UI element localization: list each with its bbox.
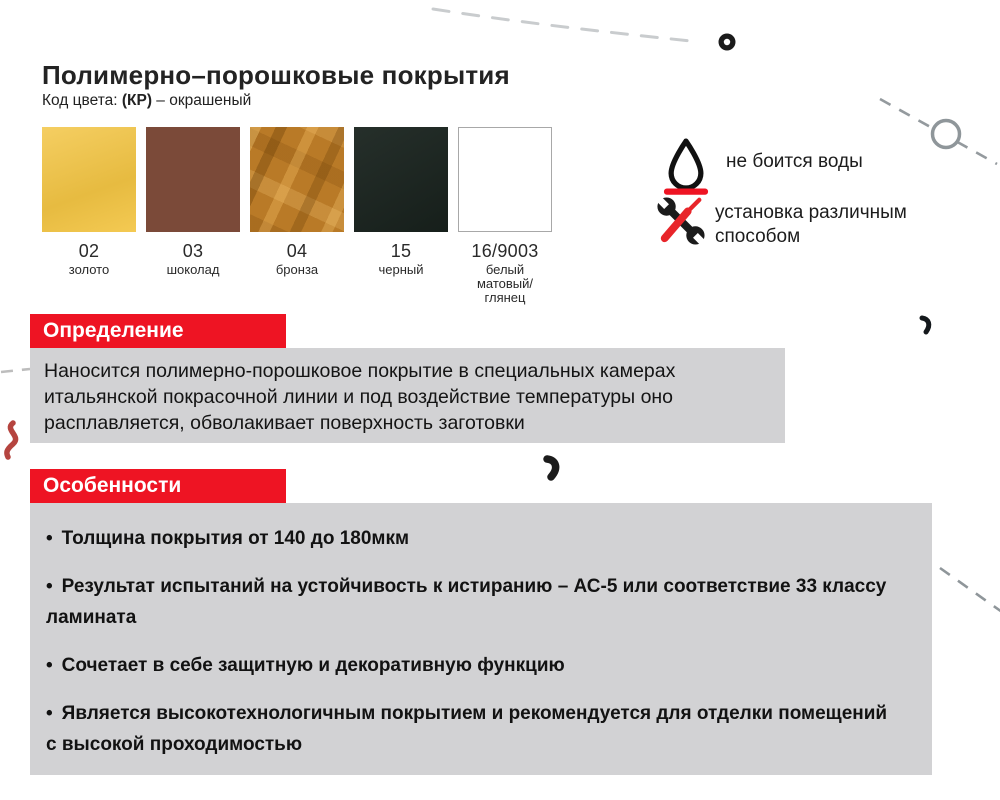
ring-icon xyxy=(933,121,960,148)
subtitle-prefix: Код цвета: xyxy=(42,92,122,109)
definition-header: Определение xyxy=(30,314,286,348)
swatch-cell-white xyxy=(458,127,552,305)
feature-item: • Является высокотехнологичным покрытием и рекомендуется для отделки помещений с высокой проходимостью xyxy=(46,698,890,760)
swatch-name: бронза xyxy=(275,262,319,277)
swatch-code: 02 xyxy=(78,241,100,261)
swatch-cell-chocolate xyxy=(146,127,240,305)
color-code: (КР) xyxy=(121,92,152,109)
definition-body: Наносится полимерно-порошковое покрытие в специальных камерах итальянской покрасочной линии и под воздействие температуры оно расплавляется, обволакивает поверхность заготовки xyxy=(30,348,785,443)
swatch-code: 03 xyxy=(182,241,204,261)
swatch-color-white xyxy=(458,127,552,232)
gray-dash-left xyxy=(1,369,30,372)
swatch-name: черный xyxy=(378,262,424,277)
donut-dot xyxy=(719,34,736,51)
feature-item: • Толщина покрытия от 140 до 180мкм xyxy=(46,523,890,554)
feature-item: • Результат испытаний на устойчивость к истиранию – АС-5 или соответствие 33 классу ламината xyxy=(46,571,890,633)
swatch-color-bronze xyxy=(250,127,344,232)
page-title: Полимерно–порошковые покрытия xyxy=(42,60,510,90)
swatch-color-chocolate xyxy=(146,127,240,232)
benefit-label-install: установка различным способом xyxy=(715,202,907,247)
swatch-name: белый матовый/глянец xyxy=(476,262,534,305)
swatch-color-black xyxy=(354,127,448,232)
red-squiggle xyxy=(7,423,16,457)
comma-mark-right xyxy=(922,318,929,332)
swatch-name: золото xyxy=(68,262,110,277)
swatch-code: 04 xyxy=(286,241,308,261)
comma-mark-center xyxy=(547,459,556,477)
swatch-grid xyxy=(42,127,552,305)
swatch-code: 16/9003 xyxy=(471,241,539,261)
swatch-cell-bronze xyxy=(250,127,344,305)
benefit-label-water: не боится воды xyxy=(726,151,863,172)
swatch-code: 15 xyxy=(390,241,412,261)
dashed-curve-top xyxy=(433,9,700,42)
donut-dot-hole xyxy=(724,39,730,45)
tools-icon xyxy=(656,196,706,251)
swatch-cell-black xyxy=(354,127,448,305)
subtitle-suffix: – окрашеный xyxy=(152,92,252,109)
features-panel xyxy=(30,503,932,775)
page-subtitle xyxy=(42,92,251,110)
swatch-color-gold xyxy=(42,127,136,232)
swatch-name: шоколад xyxy=(166,262,220,277)
swatch-cell-gold xyxy=(42,127,136,305)
water-drop-icon xyxy=(663,136,709,201)
dashed-line-bottom-right xyxy=(940,568,1000,612)
features-header: Особенности xyxy=(30,469,286,503)
feature-item: • Сочетает в себе защитную и декоративную функцию xyxy=(46,650,890,681)
features-list xyxy=(46,523,890,760)
dashed-line-top-right xyxy=(880,99,997,164)
